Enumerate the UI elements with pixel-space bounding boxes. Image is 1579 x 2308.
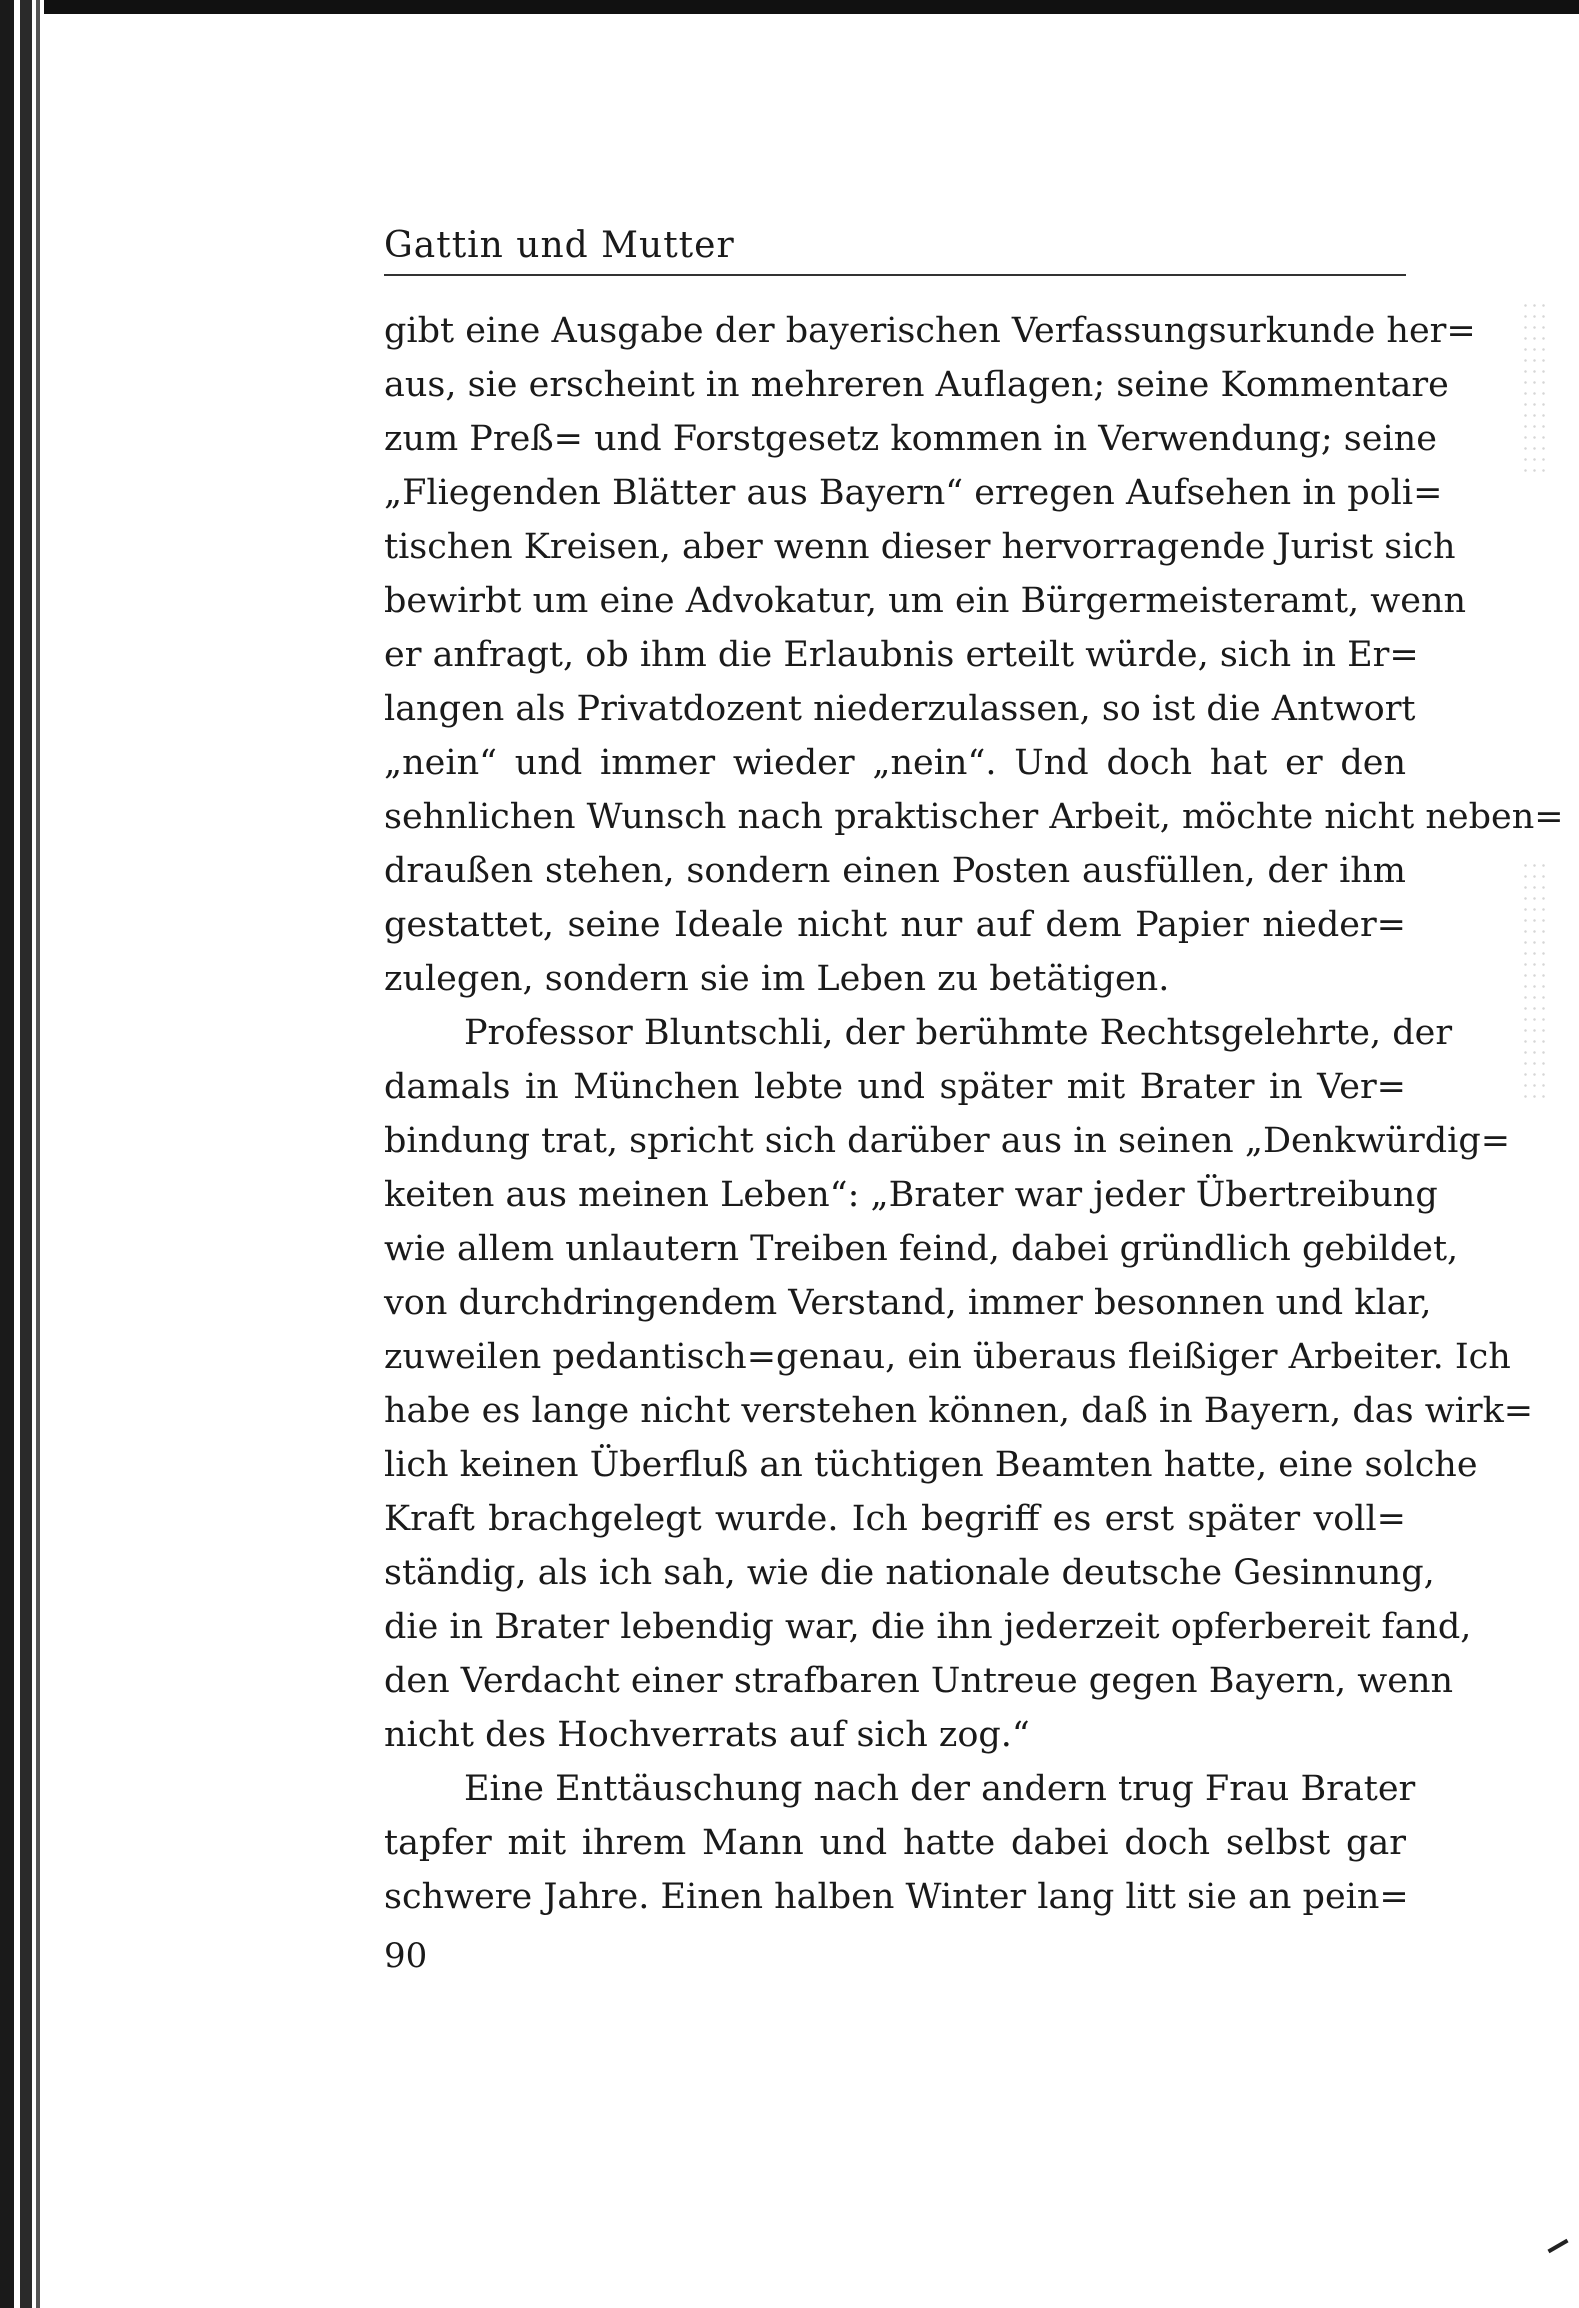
text-line: tapfer mit ihrem Mann und hatte dabei doch selbst gar — [384, 1823, 1406, 1863]
text-line: sehnlichen Wunsch nach praktischer Arbeit, möchte nicht neben= — [384, 797, 1564, 837]
scan-top-border — [0, 0, 1579, 14]
text-line: keiten aus meinen Leben“: „Brater war jeder Übertreibung — [384, 1175, 1438, 1215]
text-line: bindung trat, spricht sich darüber aus in seinen „Denkwürdig= — [384, 1121, 1511, 1161]
text-line: den Verdacht einer strafbaren Untreue gegen Bayern, wenn — [384, 1661, 1454, 1701]
text-line: Kraft brachgelegt wurde. Ich begriff es erst später voll= — [384, 1499, 1406, 1539]
scan-mark — [1547, 2239, 1568, 2253]
text-line: gestattet, seine Ideale nicht nur auf dem Papier nieder= — [384, 905, 1406, 945]
scan-speckle — [1521, 300, 1551, 480]
text-line: draußen stehen, sondern einen Posten ausfüllen, der ihm — [384, 851, 1406, 891]
running-header — [384, 216, 1406, 276]
text-line: schwere Jahre. Einen halben Winter lang litt sie an pein= — [384, 1877, 1409, 1917]
running-title: Gattin und Mutter — [384, 225, 735, 266]
text-line: gibt eine Ausgabe der bayerischen Verfassungsurkunde her= — [384, 311, 1476, 351]
text-line: langen als Privatdozent niederzulassen, so ist die Antwort — [384, 689, 1416, 729]
text-line: Eine Enttäuschung nach der andern trug Frau Brater — [464, 1769, 1416, 1809]
text-line: „Fliegenden Blätter aus Bayern“ erregen Aufsehen in poli= — [384, 473, 1443, 513]
text-line: habe es lange nicht verstehen können, daß in Bayern, das wirk= — [384, 1391, 1534, 1431]
text-line: zulegen, sondern sie im Leben zu betätigen. — [384, 959, 1170, 999]
body-text — [384, 304, 1564, 1924]
text-line: Professor Bluntschli, der berühmte Rechtsgelehrte, der — [464, 1013, 1453, 1053]
text-line: tischen Kreisen, aber wenn dieser hervorragende Jurist sich — [384, 527, 1456, 567]
text-line: bewirbt um eine Advokatur, um ein Bürgermeisteramt, wenn — [384, 581, 1467, 621]
text-line: zum Preß= und Forstgesetz kommen in Verwendung; seine — [384, 419, 1437, 459]
text-line: er anfragt, ob ihm die Erlaubnis erteilt würde, sich in Er= — [384, 635, 1419, 675]
page-number: 90 — [384, 1936, 428, 1976]
text-line: „nein“ und immer wieder „nein“. Und doch hat er den — [384, 743, 1406, 783]
text-line: nicht des Hochverrats auf sich zog.“ — [384, 1715, 1030, 1755]
text-line: wie allem unlautern Treiben feind, dabei gründlich gebildet, — [384, 1229, 1459, 1269]
text-line: die in Brater lebendig war, die ihn jederzeit opferbereit fand, — [384, 1607, 1472, 1647]
text-line: ständig, als ich sah, wie die nationale deutsche Gesinnung, — [384, 1553, 1435, 1593]
text-line: von durchdringendem Verstand, immer besonnen und klar, — [384, 1283, 1432, 1323]
scan-speckle — [1521, 860, 1551, 1100]
text-line: aus, sie erscheint in mehreren Auflagen; seine Kommentare — [384, 365, 1449, 405]
text-line: lich keinen Überfluß an tüchtigen Beamten hatte, eine solche — [384, 1445, 1478, 1485]
text-line: zuweilen pedantisch=genau, ein überaus fleißiger Arbeiter. Ich — [384, 1337, 1511, 1377]
book-binding-edge — [0, 0, 44, 2308]
text-line: damals in München lebte und später mit Brater in Ver= — [384, 1067, 1406, 1107]
